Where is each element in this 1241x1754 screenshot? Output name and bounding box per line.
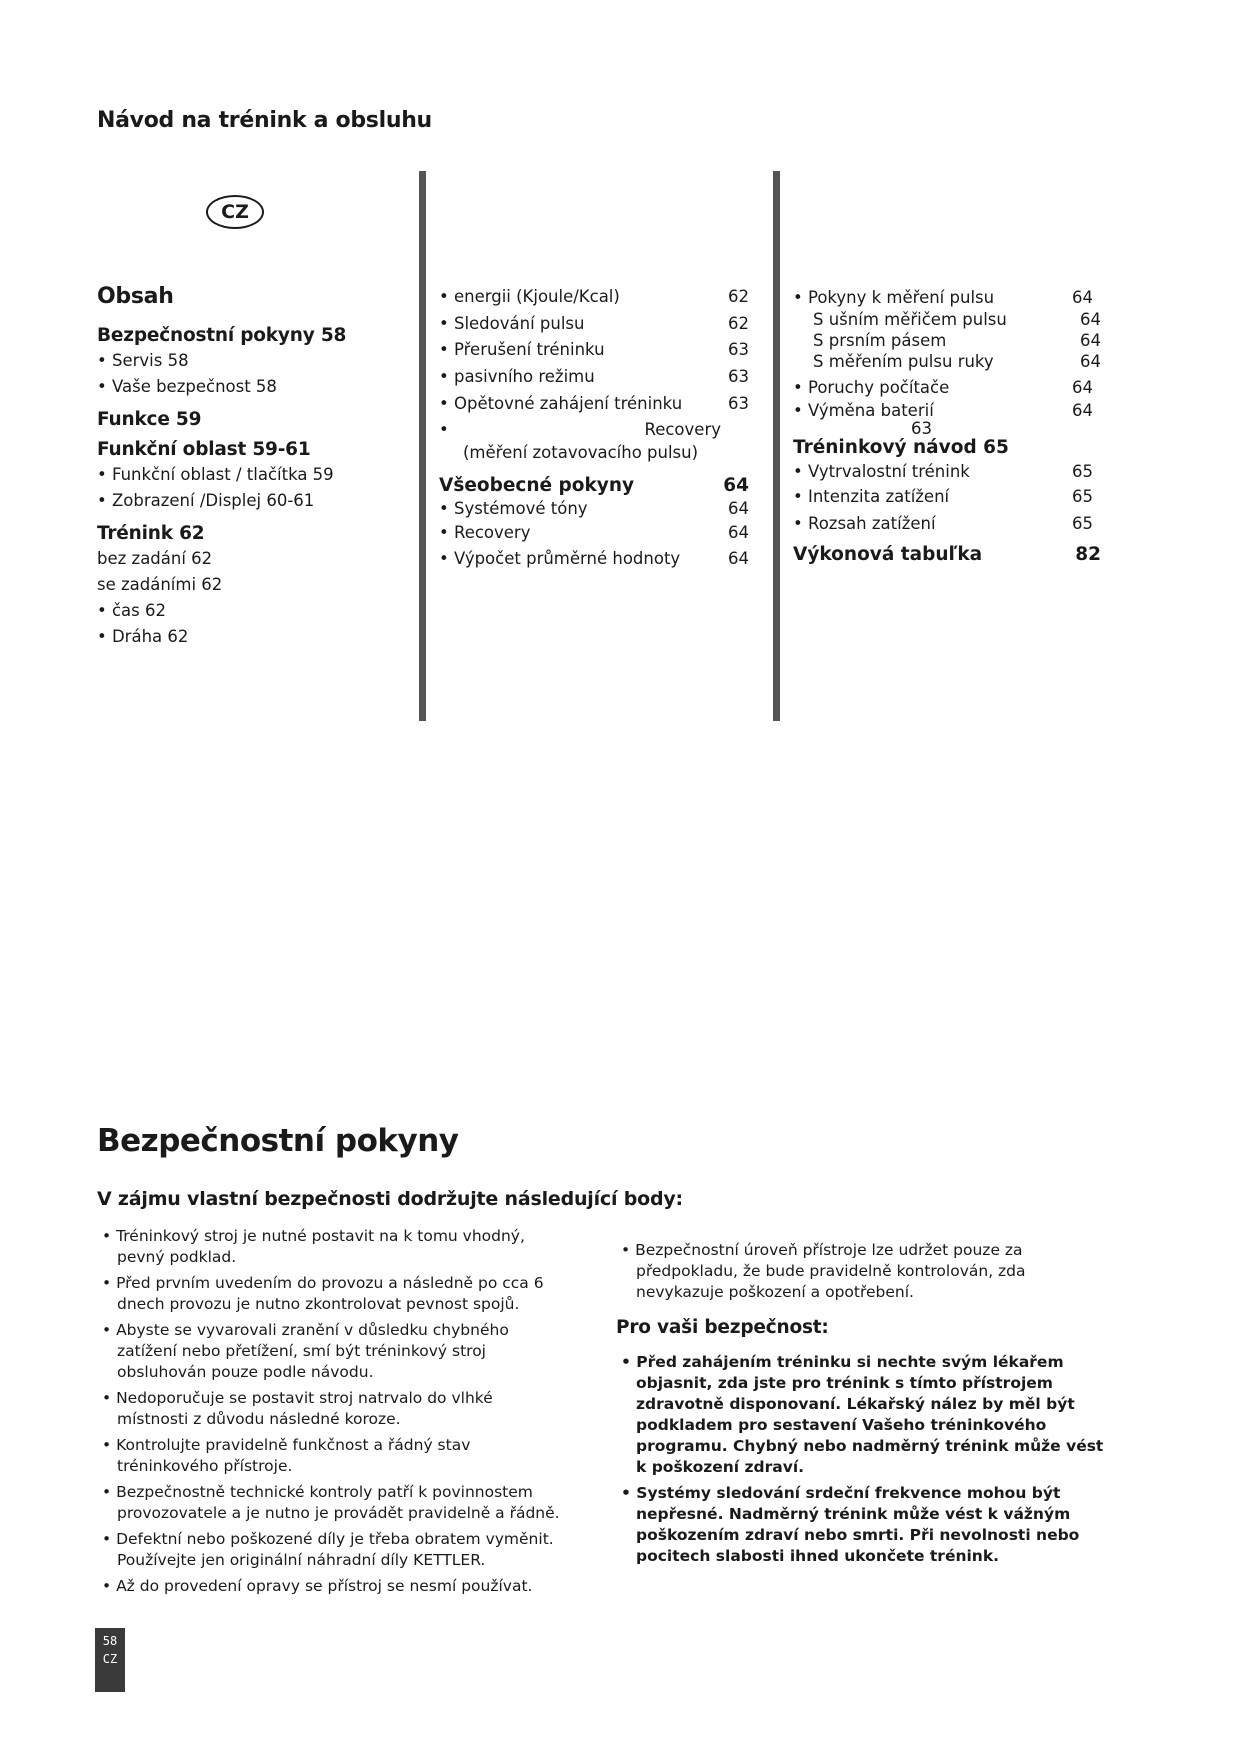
toc-training-guide: Tréninkový návod 65 <box>793 437 1009 458</box>
toc-performance-table: Výkonová tabuľka 82 <box>793 544 1101 566</box>
toc-function-area: Funkční oblast 59-61 <box>97 439 311 460</box>
safety-bullet: • Bezpečnostní úroveň přístroje lze udržet pouze za předpokladu, že bude pravidelně kontrolován, zda nevykazuje poškození a opotřebení. <box>621 1241 1026 1301</box>
toc-row: • Přerušení tréninku 63 <box>439 340 749 360</box>
toc-row: • Rozsah zatížení 65 <box>793 513 1093 533</box>
toc-heading: Obsah <box>97 284 174 309</box>
column-divider-2 <box>773 171 780 721</box>
toc-item: • Servis 58 <box>97 351 189 370</box>
toc-item: • Vaše bezpečnost 58 <box>97 377 277 396</box>
safety-bullet: • Nedoporučuje se postavit stroj natrvalo do vlhké místnosti z důvodu následné koroze. <box>102 1389 493 1428</box>
toc-stray-page: 63 <box>911 419 932 438</box>
document-title: Návod na trénink a obsluhu <box>97 108 432 133</box>
toc-item: • Zobrazení /Displej 60-61 <box>97 491 315 510</box>
toc-item: se zadáními 62 <box>97 575 223 594</box>
toc-functions: Funkce 59 <box>97 409 202 430</box>
language-badge: CZ <box>206 195 264 229</box>
page-number-tab <box>95 1628 125 1692</box>
safety-warning: • Systémy sledování srdeční frekvence mohou být nepřesné. Nadměrný trénink může vést k vážným poškozením zdraví nebo smrti. Při nevolnosti nebo pocitech slabosti ihned ukončete trénink. <box>621 1484 1080 1565</box>
toc-row: • pasivního režimu 63 <box>439 367 749 387</box>
safety-title: Bezpečnostní pokyny <box>97 1123 459 1159</box>
toc-column-1 <box>97 284 397 650</box>
toc-row-recovery-sub: (měření zotavovacího pulsu) <box>463 442 699 462</box>
safety-subtitle: V zájmu vlastní bezpečnosti dodržujte následující body: <box>97 1188 683 1210</box>
page-number: 58 <box>102 1634 118 1648</box>
toc-row: • Poruchy počítače 64 <box>793 378 1093 397</box>
toc-safety: Bezpečnostní pokyny 58 <box>97 325 347 346</box>
toc-column-2 <box>439 284 749 573</box>
safety-bullet: • Tréninkový stroj je nutné postavit na k tomu vhodný, pevný podklad. <box>102 1227 525 1266</box>
safety-bullet: • Defektní nebo poškozené díly je třeba obratem vyměnit. Používejte jen originální náhradní díly KETTLER. <box>102 1530 554 1569</box>
safety-warning: • Před zahájením tréninku si nechte svým lékařem objasnit, zda jste pro trénink s tímto přístrojem zdravotně disponovaní. Lékařský nález by měl být podkladem pro sestavení Vašeho tréninkového programu. Chybný nebo nadměrný trénink může vést k poškození zdraví. <box>621 1353 1104 1476</box>
page-lang: CZ <box>102 1652 118 1666</box>
toc-subrow: S prsním pásem 64 <box>813 331 1101 350</box>
toc-row: • Systémové tóny 64 <box>439 498 749 518</box>
toc-row: • Výměna baterií 64 <box>793 401 1093 420</box>
toc-row: • Intenzita zatížení 65 <box>793 487 1093 506</box>
safety-bullet: • Kontrolujte pravidelně funkčnost a řádný stav tréninkového přístroje. <box>102 1436 471 1475</box>
toc-subrow: S ušním měřičem pulsu 64 <box>813 310 1101 329</box>
toc-row: • Výpočet průměrné hodnoty 64 <box>439 549 749 569</box>
toc-item: • Dráha 62 <box>97 627 189 646</box>
toc-item: • čas 62 <box>97 601 166 620</box>
toc-row: • Opětovné zahájení tréninku 63 <box>439 393 749 413</box>
toc-row: • Vytrvalostní trénink 65 <box>793 462 1093 481</box>
safety-bullet: • Až do provedení opravy se přístroj se nesmí používat. <box>102 1577 533 1595</box>
toc-row: • energii (Kjoule/Kcal) 62 <box>439 287 749 306</box>
your-safety-heading: Pro vaši bezpečnost: <box>616 1317 829 1338</box>
toc-row: • Recovery 64 <box>439 522 749 542</box>
toc-training: Trénink 62 <box>97 523 205 544</box>
toc-item: bez zadání 62 <box>97 549 213 568</box>
safety-bullet: • Abyste se vyvarovali zranění v důsledku chybného zatížení nebo přetížení, smí být tréninkový stroj obsluhován pouze podle návodu. <box>102 1321 509 1381</box>
safety-right-column <box>616 1240 1116 1572</box>
safety-bullet: • Bezpečnostně technické kontroly patří k povinnostem provozovatele a je nutno je provádět pravidelně a řádně. <box>102 1483 560 1522</box>
toc-row-recovery: • Recovery <box>439 419 721 439</box>
toc-subrow: S měřením pulsu ruky 64 <box>813 352 1101 371</box>
column-divider-1 <box>419 171 426 721</box>
toc-column-3 <box>793 286 1101 567</box>
safety-left-column <box>97 1226 567 1602</box>
toc-row: • Sledování pulsu 62 <box>439 313 749 333</box>
safety-bullet: • Před prvním uvedením do provozu a následně po cca 6 dnech provozu je nutno zkontrolovat pevnost spojů. <box>102 1274 544 1313</box>
toc-item: • Funkční oblast / tlačítka 59 <box>97 465 334 484</box>
toc-row: • Pokyny k měření pulsu 64 <box>793 288 1093 307</box>
toc-general-heading: Všeobecné pokyny 64 <box>439 474 749 496</box>
